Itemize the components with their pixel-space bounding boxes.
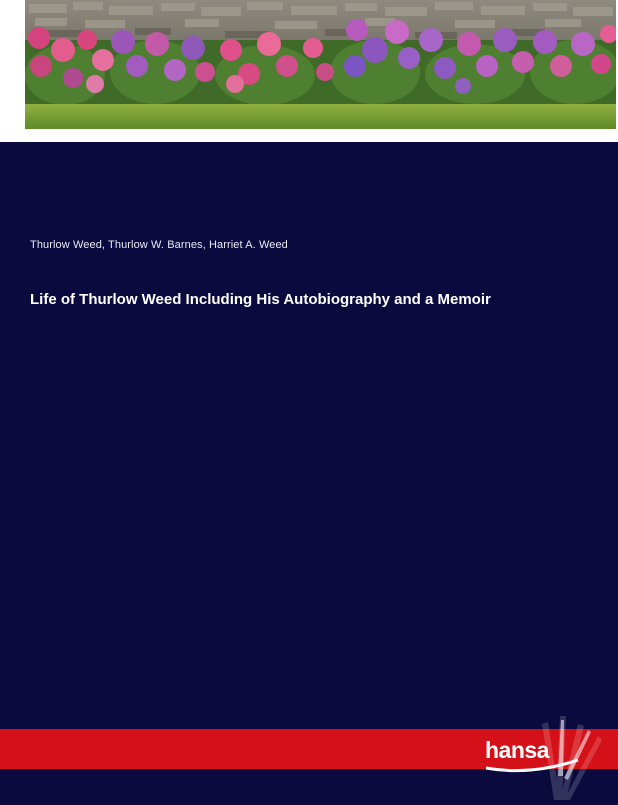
hydrangea-photo [25, 0, 616, 129]
book-title: Life of Thurlow Weed Including His Autobiography and a Memoir [30, 291, 491, 308]
book-authors: Thurlow Weed, Thurlow W. Barnes, Harriet A. Weed [30, 239, 288, 251]
publisher-logo-text: hansa [485, 737, 549, 763]
cover-background [0, 142, 618, 729]
cover-photo-frame [0, 0, 618, 142]
